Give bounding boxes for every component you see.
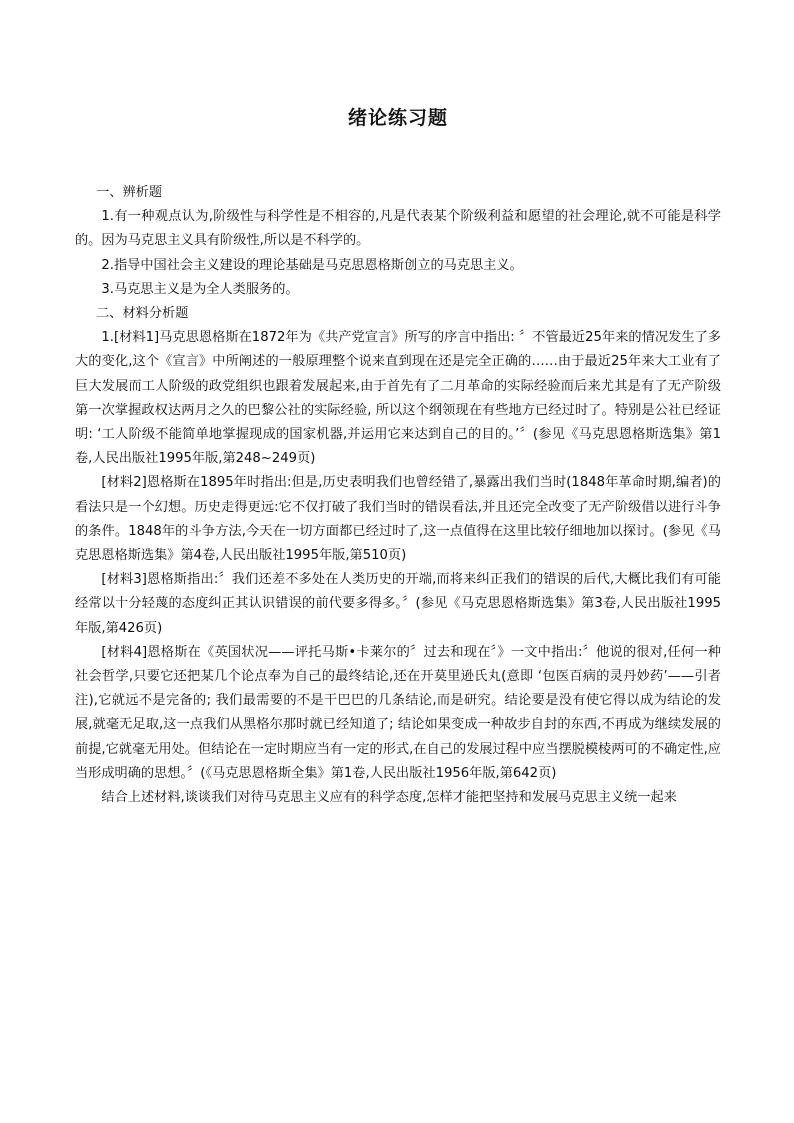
document-title: 绪论练习题 [347, 107, 448, 129]
document-body [75, 181, 721, 810]
question-2: 2.指导中国社会主义建设的理论基础是马克思恩格斯创立的马克思主义。 [101, 257, 523, 273]
question-3: 3.马克思主义是为全人类服务的。 [101, 281, 299, 297]
question-1: 1.有一种观点认为,阶级性与科学性是不相容的,凡是代表某个阶级利益和愿望的社会理论,就不可能是科学的。因为马克思主义具有阶级性,所以是不科学的。 [75, 209, 721, 249]
section-heading-discrimination: 一、辨析题 [96, 185, 163, 200]
material-3: [材料3]恩格斯指出:〞我们还差不多处在人类历史的开端,而将来纠正我们的错误的后代,大概比我们有可能经常以十分轻蔑的态度纠正其认识错误的前代要多得多。〞(参见《马克思恩格斯选集》第3卷,人民出版社1995年版,第426页) [75, 572, 721, 636]
material-4: [材料4]恩格斯在《英国状况——评托马斯•卡莱尔的〞过去和现在〞》一文中指出:〞他说的很对,任何一种社会哲学,只要它还把某几个论点奉为自己的最终结论,还在开莫里逊氏丸(意即 ‘包医百病的灵丹妙药’——引者注),它就远不是完备的; 我们最需要的不是干巴巴的几条结论,而是研究。结论要是没有使它得以成为结论的发展,就毫无足取,这一点我们从黑格尔那时就已经知道了; 结论如果变成一种故步自封的东西,不再成为继续发展的前提,它就毫无用处。但结论在一定时期应当有一定的形式,在自己的发展过程中应当摆脱模棱两可的不确定性,应当形成明确的思想。〞(《马克思恩格斯全集》第1卷,人民出版社1956年版,第642页) [75, 644, 721, 781]
analysis-question: 结合上述材料,谈谈我们对待马克思主义应有的科学态度,怎样才能把坚持和发展马克思主义统一起来 [101, 790, 677, 806]
material-2: [材料2]恩格斯在1895年时指出:但是,历史表明我们也曾经错了,暴露出我们当时(1848年革命时期,编者)的看法只是一个幻想。历史走得更远:它不仅打破了我们当时的错误看法,并且还完全改变了无产阶级借以进行斗争的条件。1848年的斗争方法,今天在一切方面都已经过时了,这一点值得在这里比较仔细地加以探讨。(参见《马克思恩格斯选集》第4卷,人民出版社1995年版,第510页) [75, 475, 721, 564]
material-1: 1.[材料1]马克思恩格斯在1872年为《共产党宣言》所写的序言中指出: 〞不管最近25年来的情况发生了多大的变化,这个《宣言》中所阐述的一般原理整个说来直到现在还是完全正确的……由于最近25年来大工业有了巨大发展而工人阶级的政党组织也跟着发展起来,由于首先有了二月革命的实际经验而后来尤其是有了无产阶级第一次掌握政权达两月之久的巴黎公社的实际经验, 所以这个纲领现在有些地方已经过时了。特别是公社已经证明: ‘工人阶级不能简单地掌握现成的国家机器,并运用它来达到自己的目的。’〞(参见《马克思恩格斯选集》第1卷,人民出版社1995年版,第248~249页) [75, 330, 721, 467]
section-heading-material-analysis: 二、材料分析题 [96, 306, 189, 322]
